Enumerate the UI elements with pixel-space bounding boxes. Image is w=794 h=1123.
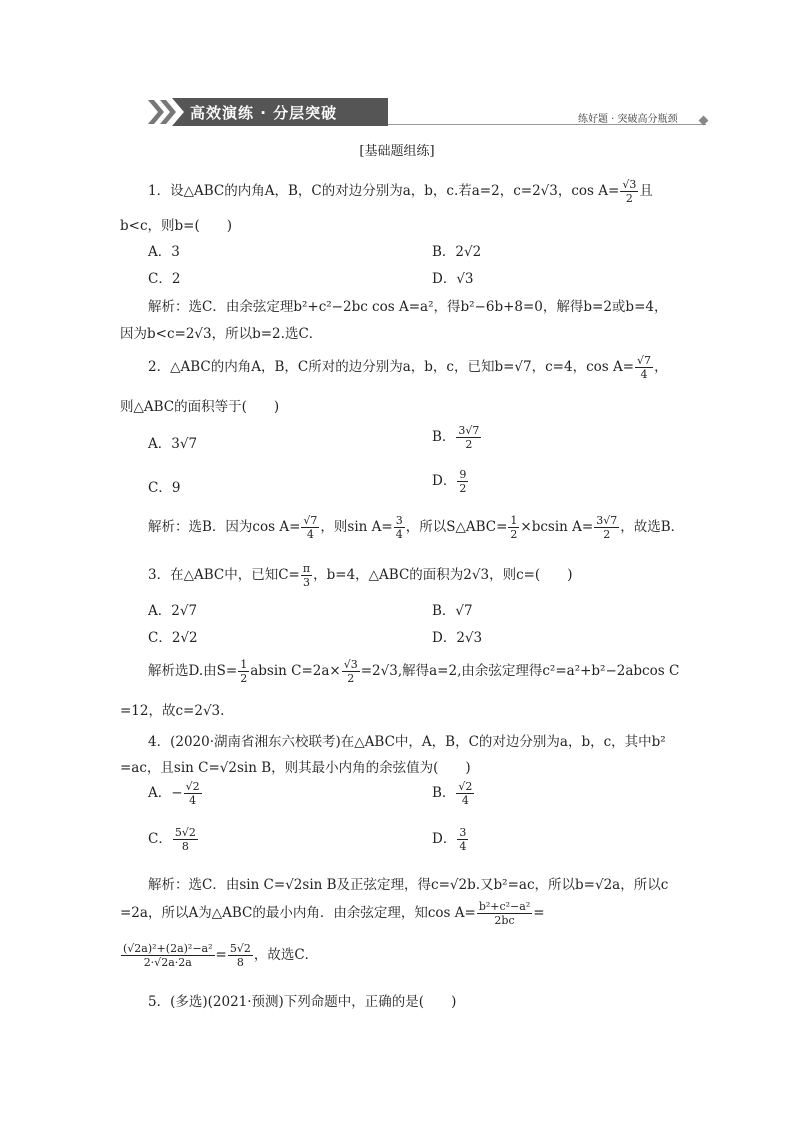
q2-stem: 2．△ABC的内角A，B，C所对的边分别为a，b，c，已知b=√7，c=4，cos A= $\frac{√7}{4}$ ， (148, 354, 668, 381)
q3-answer-line1: 解析选D.由S= $\frac{1}{2}$ absin C=2a× $\frac{√3}{2}$ =2√3,解得a=2,由余弦定理得c²=a²+b²−2abcos C (148, 658, 680, 685)
q4-option-a: A．− $\frac{√2}{4}$ (148, 780, 200, 807)
q2-option-a: A．3√7 (148, 436, 198, 452)
q1-stem-line2: b<c，则b=( ) (120, 218, 233, 234)
banner-title: 高效演练 · 分层突破 (190, 104, 338, 122)
q3-option-b: B．√7 (432, 603, 473, 619)
q3-option-c: C．2√2 (148, 630, 198, 646)
q2-answer: 解析：选B．因为cos A= $\frac{√7}{4}$ ，则sin A= $\frac{3}{4}$ ，所以S△ABC= $\frac{1}{2}$ ×bcsin A= $\frac{3√7}{2}$ ，故选B． (148, 514, 685, 541)
q4-answer-line2: =2a，所以A为△ABC的最小内角．由余弦定理，知cos A= $\frac{\text{b²+c²−a²}}{2bc}$ = (120, 900, 545, 927)
q3-answer-line2: =12，故c=2√3. (120, 703, 225, 719)
section-title: [基础题组练] (359, 144, 435, 159)
q2-option-b: B． $\frac{3√7}{2}$ (432, 424, 480, 451)
q4-option-b: B． $\frac{√2}{4}$ (432, 780, 473, 807)
q1-option-c: C．2 (148, 271, 181, 287)
q5-stem: 5．(多选)(2021·预测)下列命题中，正确的是( ) (148, 994, 457, 1010)
q2-option-d: D． $\frac{9}{2}$ (432, 468, 467, 495)
q4-option-d: D． $\frac{3}{4}$ (432, 826, 467, 853)
q4-stem: 4．(2020·湖南省湘东六校联考)在△ABC中，A，B，C的对边分别为a，b，c，其中b² (148, 734, 666, 750)
q2-stem-line2: 则△ABC的面积等于( ) (120, 399, 280, 415)
q4-stem-line2: =ac，且sin C=√2sin B，则其最小内角的余弦值为( ) (120, 760, 471, 776)
q4-option-c: C． $\frac{5√2}{8}$ (148, 826, 196, 853)
q2-option-c: C．9 (148, 480, 181, 496)
q1-option-d: D．√3 (432, 271, 474, 287)
q3-option-a: A．2√7 (148, 603, 198, 619)
q1-answer-line1: 解析：选C．由余弦定理b²+c²−2bc cos A=a²，得b²−6b+8=0，解得b=2或b=4， (148, 299, 668, 315)
q1-option-a: A．3 (148, 244, 180, 260)
q4-answer-line3: $\frac{\text{(√2a)²+(2a)²−a²}}{2\cdot√2a\cdot 2a}$ = $\frac{5√2}{8}$ ，故选C． (123, 942, 319, 969)
q3-stem: 3．在△ABC中，已知C= $\frac{\pi}{3}$ ，b=4，△ABC的面积为2√3，则c=( ) (148, 562, 573, 589)
header-slogan: 练好题 · 突破高分瓶颈 (578, 114, 678, 125)
q1-option-b: B．2√2 (432, 244, 482, 260)
q1-stem: 1．设△ABC的内角A，B，C的对边分别为a，b，c.若a=2，c=2√3，cos A= $\frac{√3}{2}$ 且 (148, 178, 653, 205)
q4-answer-line1: 解析：选C．由sin C=√2sin B及正弦定理，得c=√2b.又b²=ac，所以b=√2a，所以c (148, 877, 669, 893)
q1-answer-line2: 因为b<c=2√3，所以b=2.选C． (120, 326, 323, 342)
q3-option-d: D．2√3 (432, 630, 483, 646)
